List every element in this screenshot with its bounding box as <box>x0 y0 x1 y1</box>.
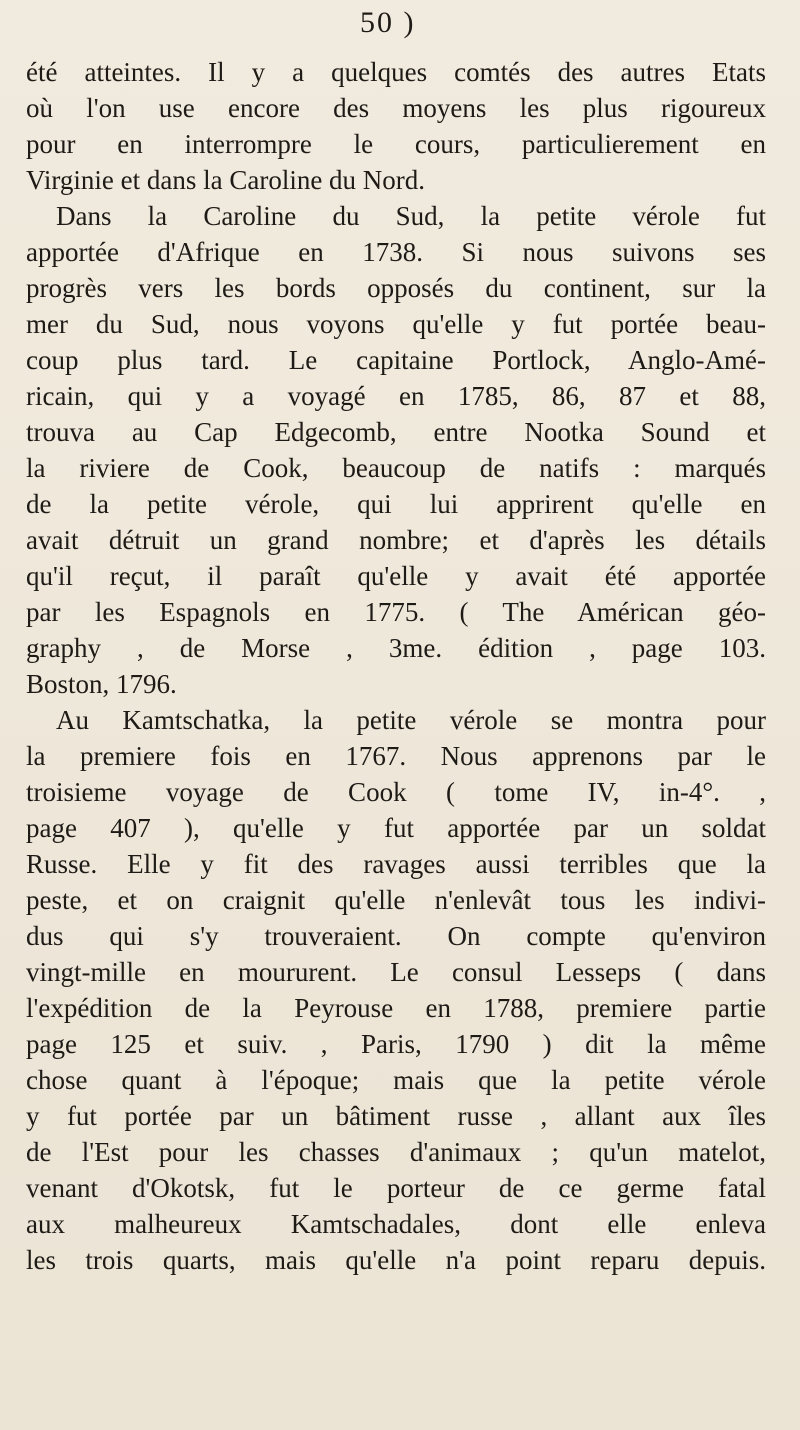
text-line: Virginie et dans la Caroline du Nord. <box>26 165 426 195</box>
text-line: y fut portée par un bâtiment russe , allant aux îles <box>26 1101 766 1131</box>
text-line: progrès vers les bords opposés du continent, sur la <box>26 273 766 303</box>
text-line: dus qui s'y trouveraient. On compte qu'environ <box>26 921 766 951</box>
text-line: chose quant à l'époque; mais que la petite vérole <box>26 1065 766 1095</box>
text-line: de l'Est pour les chasses d'animaux ; qu'un matelot, <box>26 1137 766 1167</box>
text-line: peste, et on craignit qu'elle n'enlevât tous les indivi- <box>26 885 766 915</box>
text-line: pour en interrompre le cours, particulierement en <box>26 129 766 159</box>
text-line: apportée d'Afrique en 1738. Si nous suivons ses <box>26 237 766 267</box>
text-line: graphy , de Morse , 3me. édition , page 103. <box>26 633 766 663</box>
page-number: 50 ) <box>360 6 416 39</box>
text-line: qu'il reçut, il paraît qu'elle y avait été apportée <box>26 561 766 591</box>
text-line: été atteintes. Il y a quelques comtés des autres Etats <box>26 57 766 87</box>
text-line: troisieme voyage de Cook ( tome IV, in-4°. , <box>26 777 766 807</box>
text-line: Dans la Caroline du Sud, la petite vérole fut <box>56 201 766 231</box>
body-text <box>26 54 766 1278</box>
text-line: la riviere de Cook, beaucoup de natifs : marqués <box>26 453 766 483</box>
text-line: venant d'Okotsk, fut le porteur de ce germe fatal <box>26 1173 766 1203</box>
text-line: l'expédition de la Peyrouse en 1788, premiere partie <box>26 993 766 1023</box>
text-line: aux malheureux Kamtschadales, dont elle enleva <box>26 1209 766 1239</box>
text-line: trouva au Cap Edgecomb, entre Nootka Sound et <box>26 417 766 447</box>
text-line: où l'on use encore des moyens les plus rigoureux <box>26 93 766 123</box>
text-line: Au Kamtschatka, la petite vérole se montra pour <box>56 705 766 735</box>
text-line: page 407 ), qu'elle y fut apportée par un soldat <box>26 813 766 843</box>
text-line: Boston, 1796. <box>26 669 177 699</box>
text-line: avait détruit un grand nombre; et d'après les détails <box>26 525 766 555</box>
text-line: de la petite vérole, qui lui apprirent qu'elle en <box>26 489 766 519</box>
text-line: Russe. Elle y fit des ravages aussi terribles que la <box>26 849 766 879</box>
text-line: mer du Sud, nous voyons qu'elle y fut portée beau- <box>26 309 766 339</box>
text-line: la premiere fois en 1767. Nous apprenons par le <box>26 741 766 771</box>
text-line: vingt-mille en moururent. Le consul Lesseps ( dans <box>26 957 766 987</box>
text-line: ricain, qui y a voyagé en 1785, 86, 87 et 88, <box>26 381 766 411</box>
text-line: les trois quarts, mais qu'elle n'a point reparu depuis. <box>26 1245 766 1275</box>
text-line: coup plus tard. Le capitaine Portlock, Anglo-Amé- <box>26 345 766 375</box>
text-line: par les Espagnols en 1775. ( The Américan géo- <box>26 597 766 627</box>
text-line: page 125 et suiv. , Paris, 1790 ) dit la même <box>26 1029 766 1059</box>
